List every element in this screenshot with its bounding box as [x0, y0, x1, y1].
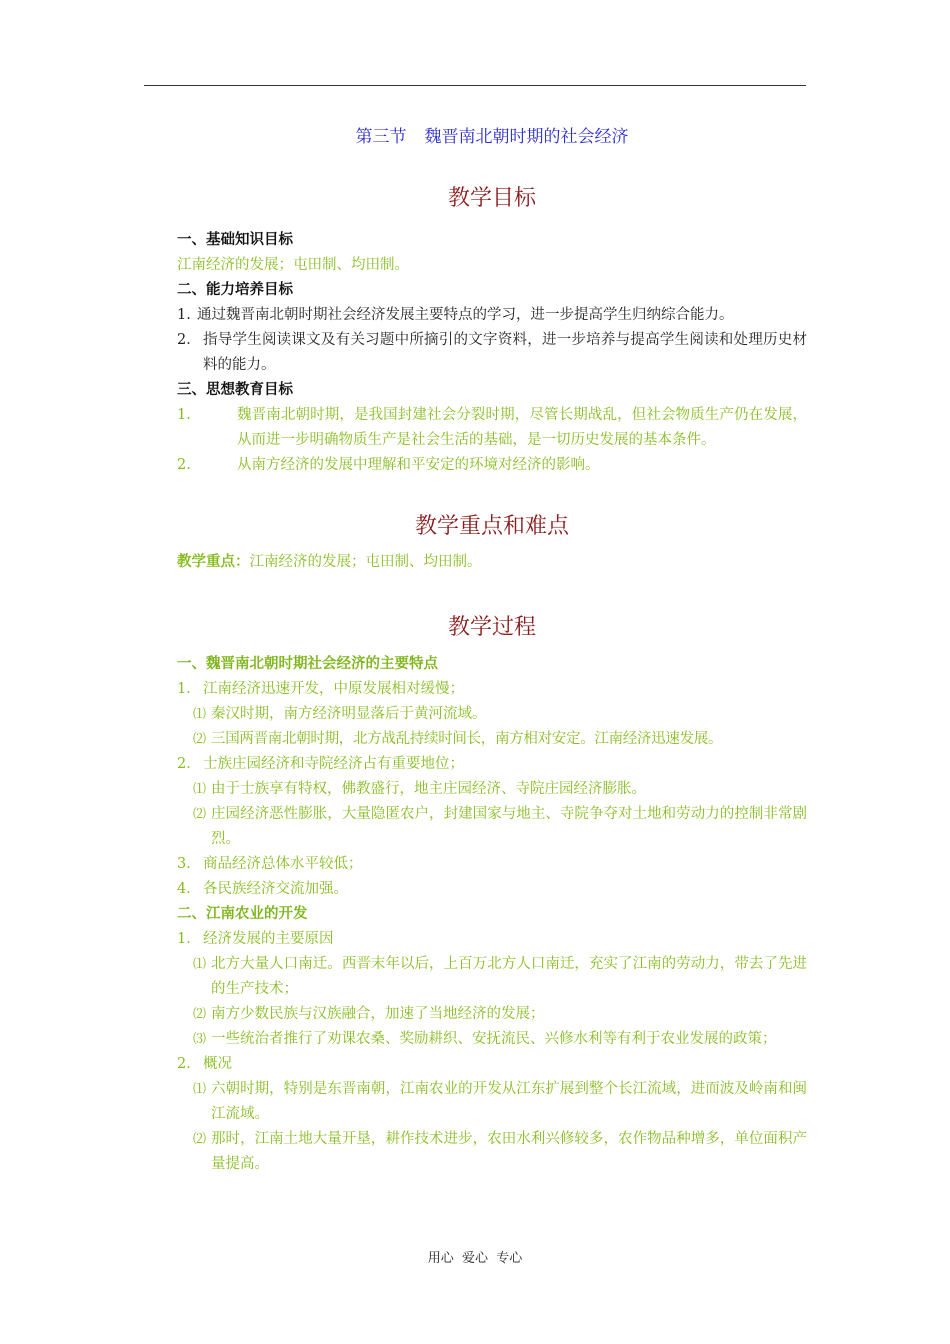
- section-title: [177, 124, 807, 150]
- goal2-heading: 二、能力培养目标: [177, 282, 293, 298]
- part2-subitem: ⑶ 一些统治者推行了劝课农桑、奖励耕织、安抚流民、兴修水利等有利于农业发展的政策；: [193, 1031, 777, 1047]
- part1-item: 1． 江南经济迅速开发，中原发展相对缓慢；: [177, 681, 464, 697]
- part1-item: 2． 士族庄园经济和寺院经济占有重要地位；: [177, 756, 464, 772]
- heading-teaching-process: 教学过程: [447, 615, 536, 640]
- part2-item: 2． 概况: [177, 1056, 232, 1072]
- goal3-item: 1. 魏晋南北朝时期，是我国封建社会分裂时期，尽管长期战乱，但社会物质生产仍在发展，从而进一步明确物质生产是社会生活的基础，是一切历史发展的基本条件。: [177, 407, 807, 448]
- key-points-label: 教学重点：: [177, 554, 250, 570]
- part2-heading: 二、江南农业的开发: [177, 906, 308, 922]
- header-rule: [144, 85, 806, 86]
- heading-teaching-goals: 教学目标: [447, 186, 536, 211]
- goal1-text: 江南经济的发展；屯田制、均田制。: [177, 257, 409, 273]
- part1-subitem: ⑵ 三国两晋南北朝时期，北方战乱持续时间长，南方相对安定。江南经济迅速发展。: [193, 731, 723, 747]
- section-name: 魏晋南北朝时期的社会经济: [424, 127, 629, 147]
- part1-item: 4． 各民族经济交流加强。: [177, 881, 348, 897]
- key-points-text: 江南经济的发展；屯田制、均田制。: [249, 554, 482, 570]
- goal3-item: 2. 从南方经济的发展中理解和平安定的环境对经济的影响。: [177, 457, 600, 473]
- part1-subitem: ⑵ 庄园经济恶性膨胀，大量隐匿农户，封建国家与地主、寺院争夺对土地和劳动力的控制非常剧烈。: [193, 806, 807, 847]
- goal1-heading: 一、基础知识目标: [177, 232, 293, 248]
- goal2-item: 1. 通过魏晋南北朝时期社会经济发展主要特点的学习，进一步提高学生归纳综合能力。: [177, 307, 734, 323]
- part2-subitem: ⑵ 那时，江南土地大量开垦，耕作技术进步，农田水利兴修较多，农作物品种增多，单位面积产量提高。: [193, 1131, 807, 1172]
- part1-item: 3． 商品经济总体水平较低；: [177, 856, 363, 872]
- key-points-line: [177, 550, 807, 575]
- part2-subitem: ⑵ 南方少数民族与汉族融合，加速了当地经济的发展；: [193, 1006, 545, 1022]
- part1-subitem: ⑴ 秦汉时期，南方经济明显落后于黄河流域。: [193, 706, 487, 722]
- part2-item: 1． 经济发展的主要原因: [177, 931, 334, 947]
- part1-subitem: ⑴ 由于士族享有特权，佛教盛行，地主庄园经济、寺院庄园经济膨胀。: [193, 781, 646, 797]
- heading-key-points: 教学重点和难点: [414, 514, 569, 539]
- goal2-item: 2． 指导学生阅读课文及有关习题中所摘引的文字资料，进一步培养与提高学生阅读和处理历史材料的能力。: [177, 332, 807, 373]
- goal3-heading: 三、思想教育目标: [177, 382, 293, 398]
- section-number: 第三节: [355, 127, 407, 147]
- part1-heading: 一、魏晋南北朝时期社会经济的主要特点: [177, 656, 438, 672]
- part2-subitem: ⑴ 六朝时期，特别是东晋南朝，江南农业的开发从江东扩展到整个长江流域，进而波及岭南和闽江流域。: [193, 1081, 807, 1122]
- document-body: [177, 124, 807, 1177]
- part2-subitem: ⑴ 北方大量人口南迁。西晋末年以后，上百万北方人口南迁，充实了江南的劳动力，带去了先进的生产技术；: [193, 956, 807, 997]
- page-footer: 用心 爱心 专心: [427, 1251, 523, 1266]
